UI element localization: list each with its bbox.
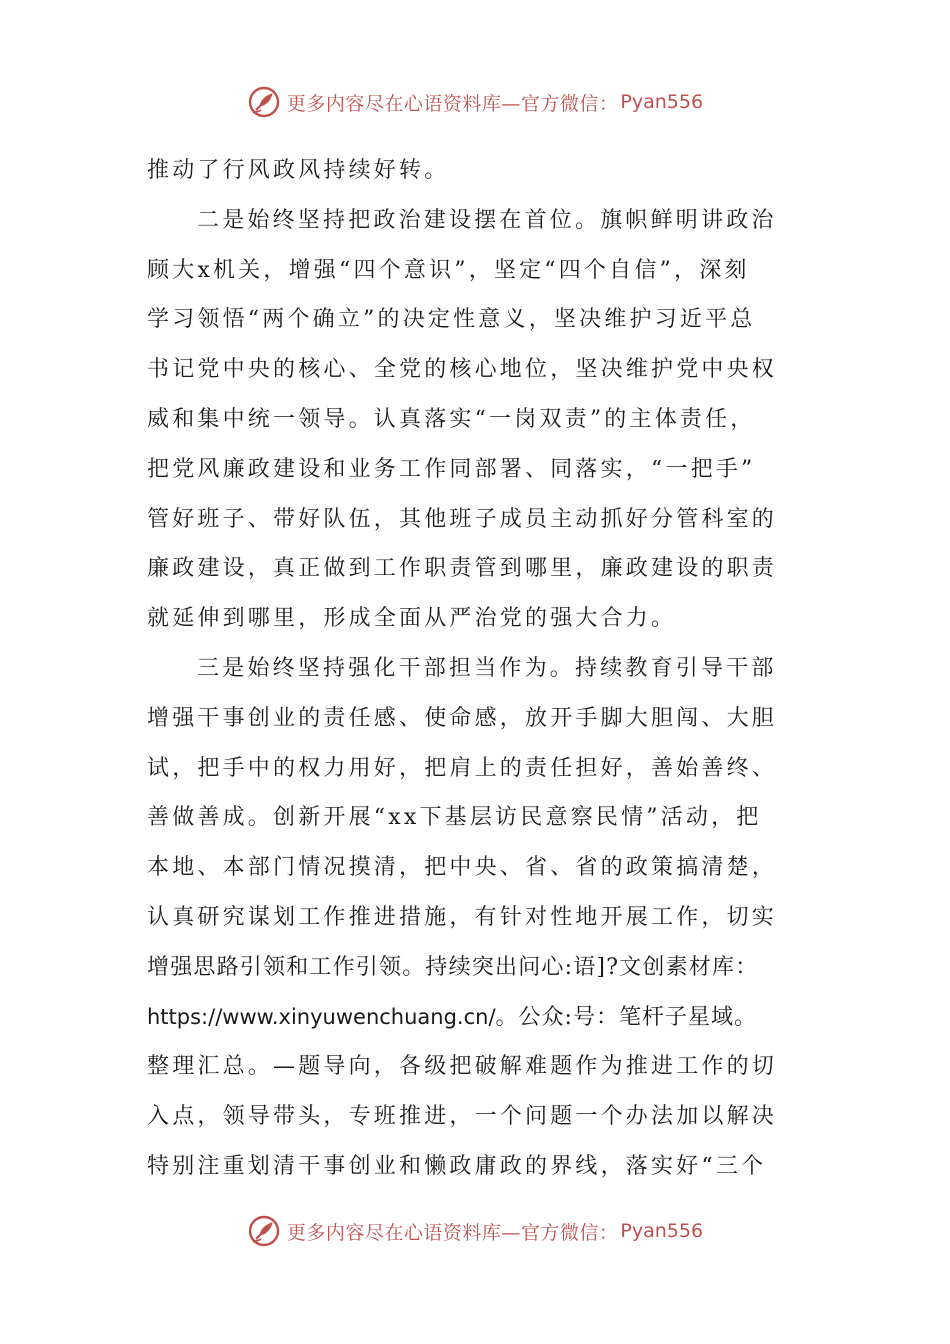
text-line: 威和集中统一领导。认真落实“一岗双责”的主体责任， [147,406,756,432]
text-line: 就延伸到哪里，形成全面从严治党的强大合力。 [147,606,677,632]
watermark-text: 更多内容尽在心语资料库—官方微信： [286,92,619,115]
text-line: 特别注重划清干事创业和懒政庸政的界线，落实好“三个 [147,1153,767,1179]
website-url: https://www.xinyuwenchuang.cn/ [147,1004,496,1029]
footer-watermark [0,1211,950,1251]
text-line: 整理汇总。—题导向，各级把破解难题作为推进工作的切 [147,1054,778,1080]
url-line [147,993,807,1043]
text-line: 把党风廉政建设和业务工作同部署、同落实，“一把手” [147,456,756,482]
text-line: 推动了行风政风持续好转。 [147,158,450,183]
text-line: 管好班子、带好队伍，其他班子成员主动抓好分管科室的 [147,506,778,532]
text-line: 增强思路引领和工作引领。持续突出问心:语]?文创素材库： [147,954,759,980]
paragraph-start: 二是始终坚持把政治建设摆在首位。旗帜鲜明讲政治 [197,207,777,233]
text-line: 学习领悟“两个确立”的决定性意义，坚决维护习近平总 [147,307,756,333]
watermark-wechat-id: Pyan556 [620,91,704,113]
watermark-text: 更多内容尽在心语资料库—官方微信： [286,1221,619,1244]
text-line: 认真研究谋划工作推进措施，有针对性地开展工作，切实 [147,904,778,930]
text-line: 本地、本部门情况摸清，把中央、省、省的政策搞清楚， [147,855,778,881]
text-line: 入点，领导带头，专班推进，一个问题一个办法加以解决 [147,1104,778,1130]
document-body [147,146,807,1192]
text-line: 试，把手中的权力用好，把肩上的责任担好，善始善终、 [147,755,778,781]
url-line-rest: 。公众:号：笔杆子星域。 [495,1004,757,1030]
paragraph-start: 三是始终坚持强化干部担当作为。持续教育引导干部 [197,655,777,681]
text-line: 书记党中央的核心、全党的核心地位，坚决维护党中央权 [147,357,778,383]
quill-logo-icon [247,1214,281,1248]
text-line: 顾大x机关，增强“四个意识”，坚定“四个自信”，深刻 [147,257,750,283]
header-watermark [0,82,950,122]
text-line: 廉政建设，真正做到工作职责管到哪里，廉政建设的职责 [147,556,778,582]
text-line: 增强干事创业的责任感、使命感，放开手脚大胆闯、大胆 [147,705,778,731]
text-line: 善做善成。创新开展“xx下基层访民意察民情”活动，把 [147,805,762,831]
quill-logo-icon [247,85,281,119]
watermark-wechat-id: Pyan556 [620,1220,704,1242]
